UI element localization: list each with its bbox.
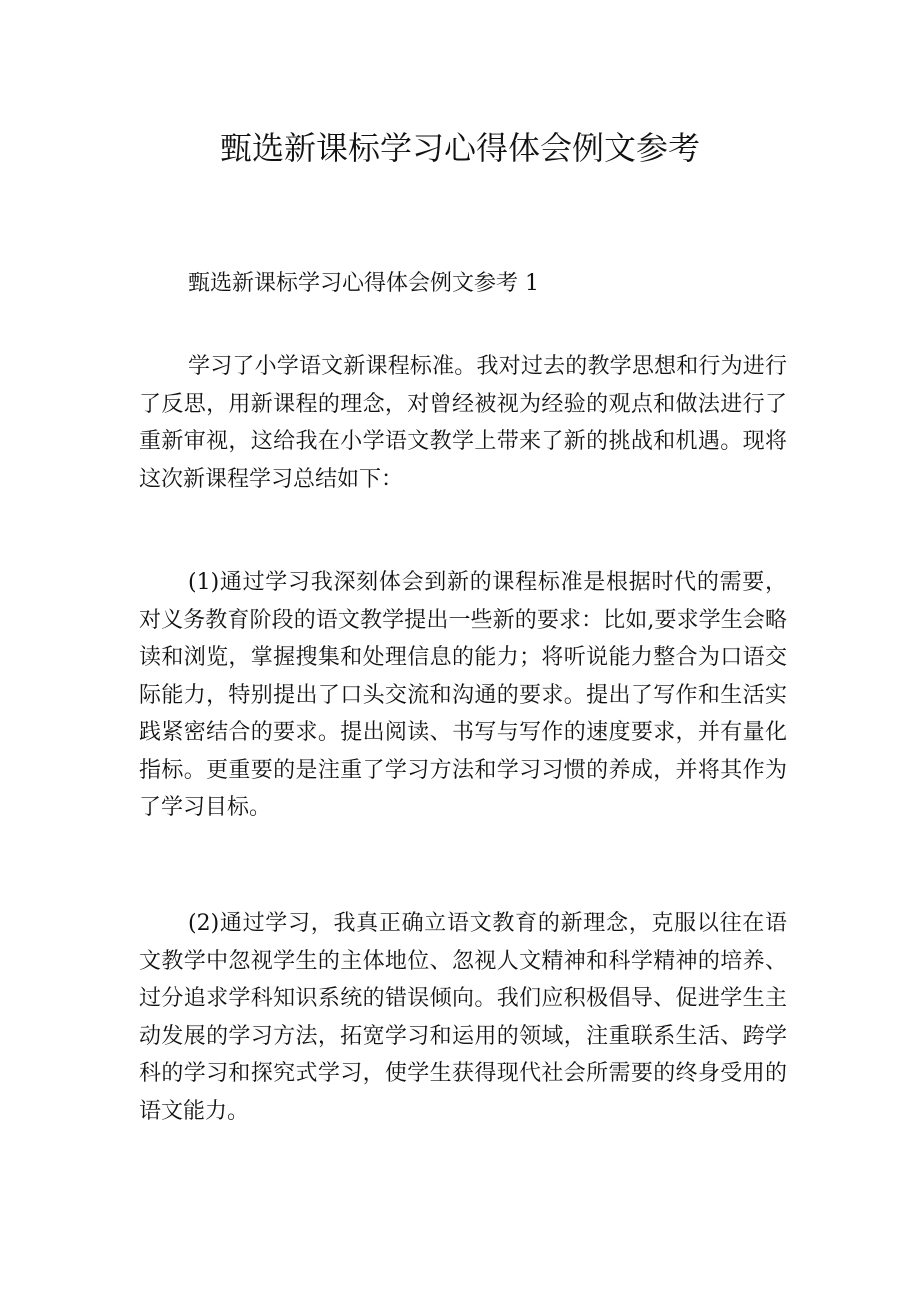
- paragraph-intro: 学习了小学语文新课程标准。我对过去的教学思想和行为进行了反思，用新课程的理念，对曾经被视为经验的观点和做法进行了重新审视，这给我在小学语文教学上带来了新的挑战和机遇。现将这次新课程学习总结如下：: [139, 354, 787, 492]
- document-title: 甄选新课标学习心得体会例文参考: [219, 129, 700, 167]
- section-heading: 甄选新课标学习心得体会例文参考 1: [188, 271, 539, 296]
- paragraph-point-1: (1)通过学习我深刻体会到新的课程标准是根据时代的需要，对义务教育阶段的语文教学提出一些新的要求：比如,要求学生会略读和浏览，掌握搜集和处理信息的能力；将听说能力整合为口语交际能力，特别提出了口头交流和沟通的要求。提出了写作和生活实践紧密结合的要求。提出阅读、书写与写作的速度要求，并有量化指标。更重要的是注重了学习方法和学习习惯的养成，并将其作为了学习目标。: [139, 570, 787, 820]
- paragraph-point-2: (2)通过学习，我真正确立语文教育的新理念，克服以往在语文教学中忽视学生的主体地位、忽视人文精神和科学精神的培养、过分追求学科知识系统的错误倾向。我们应积极倡导、促进学生主动发展的学习方法，拓宽学习和运用的领域，注重联系生活、跨学科的学习和探究式学习，使学生获得现代社会所需要的终身受用的语文能力。: [139, 911, 787, 1124]
